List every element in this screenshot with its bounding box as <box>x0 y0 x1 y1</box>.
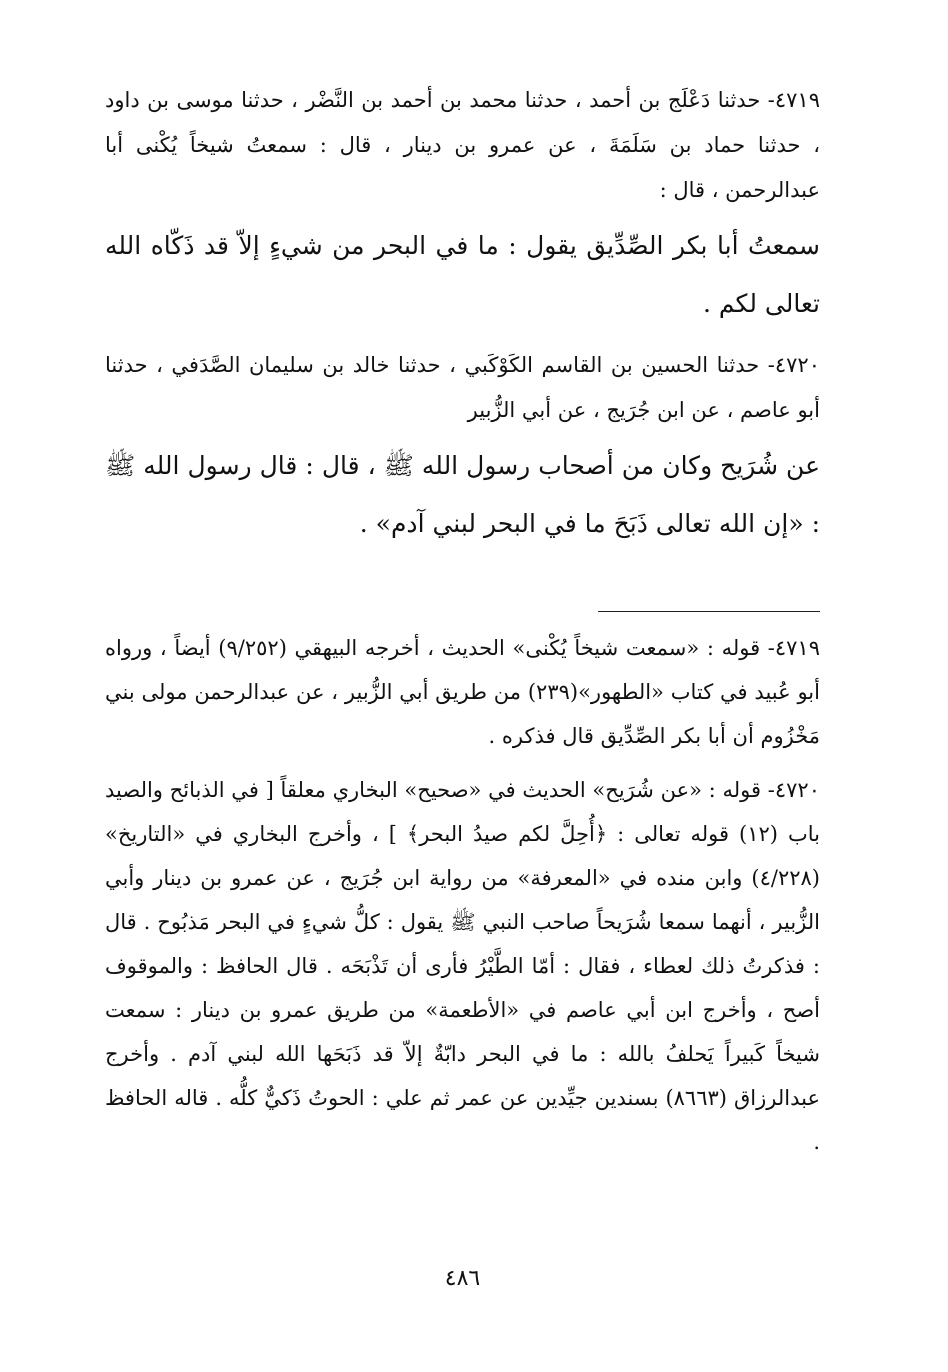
hadith-4720-matn: عن شُرَيح وكان من أصحاب رسول الله ﷺ ، قال : قال رسول الله ﷺ : «إن الله تعالى ذَبَحَ ما في البحر لبني آدم» . <box>105 451 820 538</box>
hadith-4720-isnad: ٤٧٢٠- حدثنا الحسين بن القاسم الكَوْكَبي ، حدثنا خالد بن سليمان الصَّدَفي ، حدثنا أبو عاصم ، عن ابن جُرَيج ، عن أبي الزُّبير <box>105 353 820 422</box>
page-number: ٤٨٦ <box>444 1266 481 1291</box>
footnote-4720: ٤٧٢٠- قوله : «عن شُرَيح» الحديث في «صحيح» البخاري معلقاً [ في الذبائح والصيد باب (١٢) قوله تعالى : ﴿أُحِلَّ لكم صيدُ البحر﴾ ] ، وأخرج البخاري في «التاريخ» (٤/٢٢٨) وابن منده في «المعرفة» من رواية ابن جُرَيج ، عن عمرو بن دينار وأبي الزُّبير ، أنهما سمعا شُرَيحاً صاحب النبي ﷺ يقول : كلُّ شيءٍ في البحر مَذبُوح . قال : فذكرتُ ذلك لعطاء ، فقال : أمّا الطَّيْرُ فأرى أن تَذْبَحَه . قال الحافظ : والموقوف أصح ، وأخرج ابن أبي عاصم في «الأطعمة» من طريق عمرو بن دينار : سمعت شيخاً كَبيراً يَحلفُ بالله : ما في البحر دابّةٌ إلاّ قد ذَبَحَها الله لبني آدم . وأخرج عبدالرزاق (٨٦٦٣) بسندين جيِّدين عن عمر ثم علي : الحوتُ ذَكيٌّ كلُّه . قاله الحافظ . <box>105 778 820 1154</box>
footnote-4719: ٤٧١٩- قوله : «سمعت شيخاً يُكْنى» الحديث ، أخرجه البيهقي (٩/٢٥٢) أيضاً ، ورواه أبو عُبيد في كتاب «الطهور»(٢٣٩) من طريق أبي الزُّبير ، عن عبدالرحمن مولى بني مَخْزُوم أن أبا بكر الصِّدِّيق قال فذكره . <box>105 636 820 748</box>
footnote-divider <box>598 611 820 612</box>
hadith-4719-isnad: ٤٧١٩- حدثنا دَعْلَج بن أحمد ، حدثنا محمد بن أحمد بن النَّضْر ، حدثنا موسى بن داود ، حدثنا حماد بن سَلَمَةَ ، عن عمرو بن دينار ، قال : سمعتُ شيخاً يُكْنى أبا عبدالرحمن ، قال : <box>105 88 820 202</box>
page-body <box>105 78 820 1318</box>
hadith-4719-matn: سمعتُ أبا بكر الصِّدِّيق يقول : ما في البحر من شيءٍ إلاّ قد ذَكّاه الله تعالى لكم . <box>105 231 820 318</box>
footnotes <box>105 626 820 1164</box>
